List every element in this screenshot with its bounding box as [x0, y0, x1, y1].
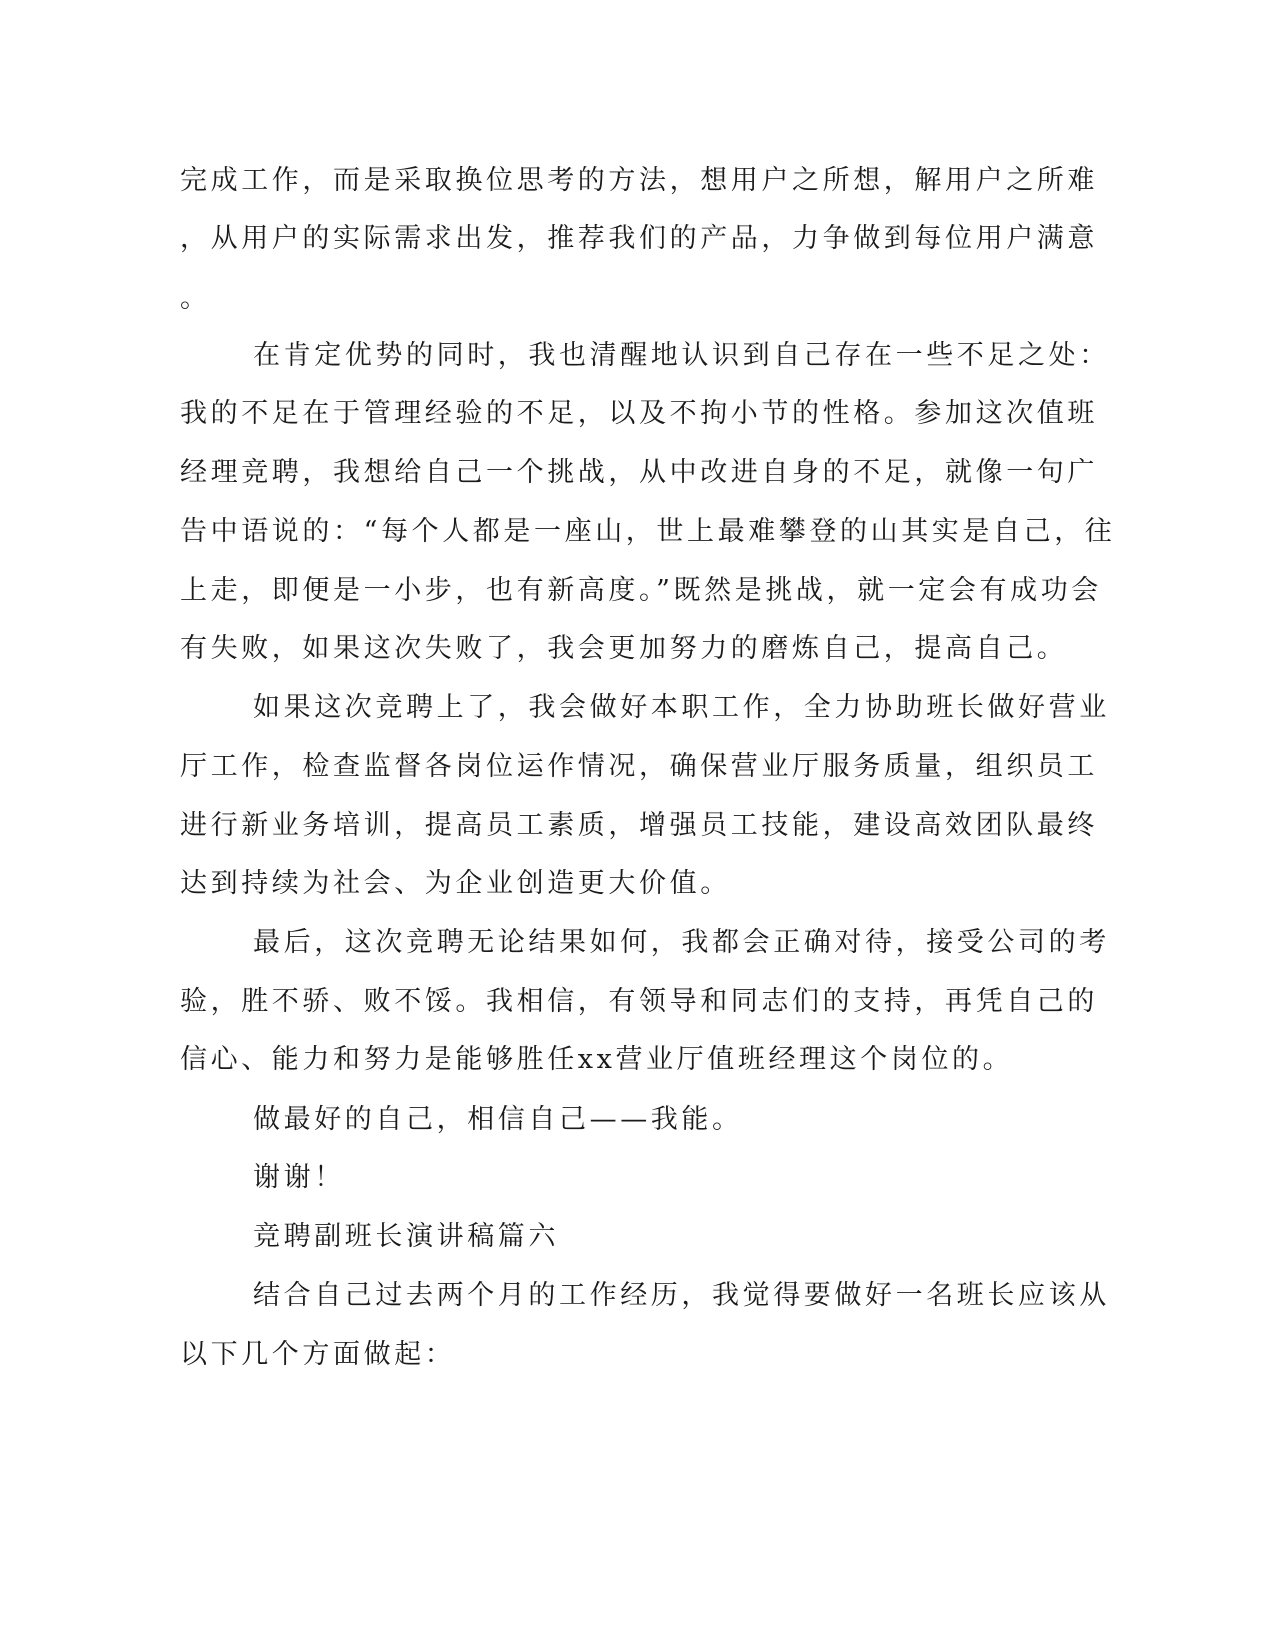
paragraph-start-line: 做最好的自己，相信自己——我能。	[253, 1104, 743, 1135]
paragraph-start-line: 在肯定优势的同时，我也清醒地认识到自己存在一些不足之处：	[253, 340, 1110, 371]
text-line: 进行新业务培训，提高员工素质，增强员工技能，建设高效团队最终	[180, 810, 1098, 841]
text-line: 验，胜不骄、败不馁。我相信，有领导和同志们的支持，再凭自己的	[180, 986, 1098, 1017]
paragraph-start-line: 如果这次竞聘上了，我会做好本职工作，全力协助班长做好营业	[253, 692, 1110, 723]
text-line: 有失败，如果这次失败了，我会更加努力的磨炼自己，提高自己。	[180, 633, 1068, 664]
text-line: 完成工作，而是采取换位思考的方法，想用户之所想，解用户之所难	[180, 165, 1098, 196]
text-line: 告中语说的：“每个人都是一座山，世上最难攀登的山其实是自己，往	[180, 516, 1116, 547]
paragraph-start-line: 谢谢！	[253, 1162, 345, 1193]
paragraph-start-line: 结合自己过去两个月的工作经历，我觉得要做好一名班长应该从	[253, 1280, 1110, 1311]
paragraph-start-line: 最后，这次竞聘无论结果如何，我都会正确对待，接受公司的考	[253, 927, 1110, 958]
text-line: 。	[180, 283, 211, 314]
text-line: 经理竞聘，我想给自己一个挑战，从中改进自身的不足，就像一句广	[180, 457, 1098, 488]
text-line: 上走，即便是一小步，也有新高度。”既然是挑战，就一定会有成功会	[180, 575, 1102, 606]
text-line: 我的不足在于管理经验的不足，以及不拘小节的性格。参加这次值班	[180, 398, 1098, 429]
text-line: 厅工作，检查监督各岗位运作情况，确保营业厅服务质量，组织员工	[180, 751, 1098, 782]
text-line: 达到持续为社会、为企业创造更大价值。	[180, 868, 731, 899]
section-heading: 竞聘副班长演讲稿篇六	[253, 1221, 559, 1252]
text-line: 信心、能力和努力是能够胜任xx营业厅值班经理这个岗位的。	[180, 1044, 1014, 1075]
text-line: ，从用户的实际需求出发，推荐我们的产品，力争做到每位用户满意	[180, 223, 1098, 254]
text-line: 以下几个方面做起：	[180, 1339, 456, 1370]
